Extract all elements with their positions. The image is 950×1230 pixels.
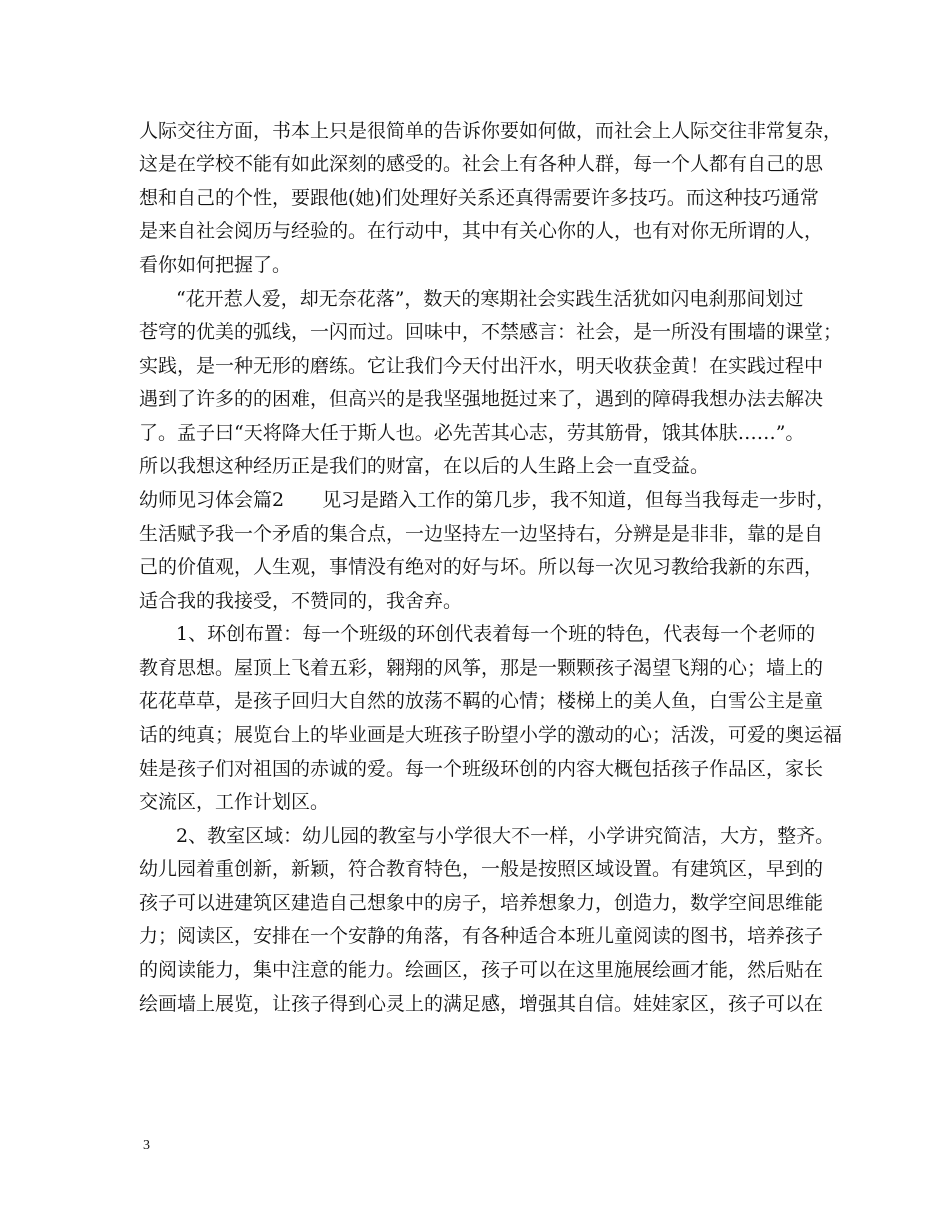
text-line: 这是在学校不能有如此深刻的感受的。社会上有各种人群，每一个人都有自己的思: [139, 153, 824, 175]
text-line: 娃是孩子们对祖国的赤诚的爱。每一个班级环创的内容大概包括孩子作品区，家长: [139, 758, 824, 780]
text-line: 话的纯真；展览台上的毕业画是大班孩子盼望小学的激动的心；活泼，可爱的奥运福: [139, 724, 843, 746]
page-number: 3: [143, 1138, 150, 1153]
text-line: 适合我的我接受，不赞同的，我舍弃。: [139, 590, 463, 612]
text-line: 了。孟子曰“天将降大任于斯人也。必先苦其心志，劳其筋骨，饿其体肤……”。: [139, 422, 805, 444]
text-line: 生活赋予我一个矛盾的集合点，一边坚持左一边坚持右，分辨是是非非，靠的是自: [139, 523, 824, 545]
text-line: 交流区，工作计划区。: [139, 791, 330, 813]
text-line: 力；阅读区，安排在一个安静的角落，有各种适合本班儿童阅读的图书，培养孩子: [139, 925, 824, 947]
text-line: 幼儿园着重创新，新颖，符合教育特色，一般是按照区域设置。有建筑区，早到的: [139, 858, 824, 880]
paragraph-first-line: 1、环创布置：每一个班级的环创代表着每一个班的特色，代表每一个老师的: [176, 623, 816, 645]
text-line: 教育思想。屋顶上飞着五彩，翱翔的风筝，那是一颗颗孩子渴望飞翔的心；墙上的: [139, 657, 824, 679]
text-line: 是来自社会阅历与经验的。在行动中，其中有关心你的人，也有对你无所谓的人，: [139, 220, 824, 242]
text-line: 看你如何把握了。: [139, 254, 292, 276]
text-line: 己的价值观，人生观，事情没有绝对的好与坏。所以每一次见习教给我新的东西，: [139, 556, 824, 578]
text-line: 绘画墙上展览，让孩子得到心灵上的满足感，增强其自信。娃娃家区，孩子可以在: [139, 993, 824, 1015]
text-line: 所以我想这种经历正是我们的财富，在以后的人生路上会一直受益。: [139, 455, 710, 477]
text-line: 实践，是一种无形的磨练。它让我们今天付出汗水，明天收获金黄！在实践过程中: [139, 355, 824, 377]
paragraph-first-line: “花开惹人爱，却无奈花落”，数天的寒期社会实践生活犹如闪电刹那间划过: [176, 288, 804, 310]
section-heading-line: 幼师见习体会篇2 见习是踏入工作的第几步，我不知道，但每当我每走一步时，: [139, 489, 836, 511]
text-line: 人际交往方面，书本上只是很简单的告诉你要如何做，而社会上人际交往非常复杂，: [139, 120, 843, 142]
text-line: 孩子可以进建筑区建造自己想象中的房子，培养想象力，创造力，数学空间思维能: [139, 892, 824, 914]
text-line: 花花草草，是孩子回归大自然的放荡不羁的心情；楼梯上的美人鱼，白雪公主是童: [139, 690, 824, 712]
text-line: 遇到了许多的的困难，但高兴的是我坚强地挺过来了，遇到的障碍我想办法去解决: [139, 388, 824, 410]
text-line: 苍穹的优美的弧线，一闪而过。回味中，不禁感言：社会，是一所没有围墙的课堂；: [139, 321, 843, 343]
paragraph-first-line: 2、教室区域：幼儿园的教室与小学很大不一样，小学讲究简洁，大方，整齐。: [176, 825, 835, 847]
text-line: 的阅读能力，集中注意的能力。绘画区，孩子可以在这里施展绘画才能，然后贴在: [139, 959, 824, 981]
text-line: 想和自己的个性，要跟他(她)们处理好关系还真得需要许多技巧。而这种技巧通常: [139, 187, 819, 209]
